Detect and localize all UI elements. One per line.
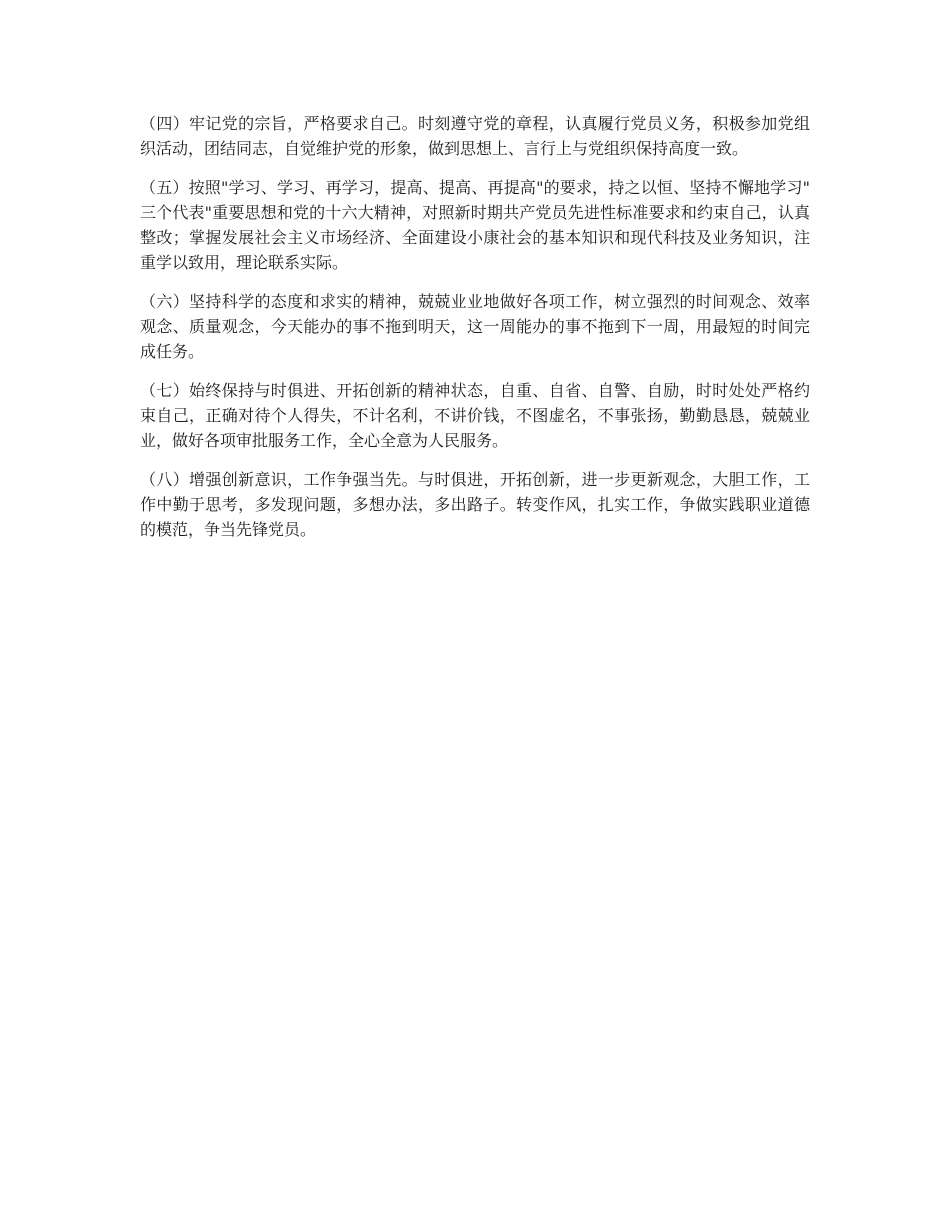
paragraph-8: （八）增强创新意识，工作争强当先。与时俱进，开拓创新，进一步更新观念，大胆工作，工作中勤于思考，多发现问题，多想办法，多出路子。转变作风，扎实工作，争做实践职业道德的模范，争当先锋党员。 (140, 470, 810, 539)
paragraph-7: （七）始终保持与时俱进、开拓创新的精神状态，自重、自省、自警、自励，时时处处严格约束自己，正确对待个人得失，不计名利，不讲价钱，不图虚名，不事张扬，勤勤恳恳，兢兢业业，做好各项审批服务工作，全心全意为人民服务。 (140, 381, 810, 450)
paragraph-6: （六）坚持科学的态度和求实的精神，兢兢业业地做好各项工作，树立强烈的时间观念、效率观念、质量观念，今天能办的事不拖到明天，这一周能办的事不拖到下一周，用最短的时间完成任务。 (140, 292, 810, 361)
document-page (140, 111, 810, 556)
paragraph-5: （五）按照"学习、学习、再学习，提高、提高、再提高"的要求，持之以恒、坚持不懈地学习"三个代表"重要思想和党的十六大精神，对照新时期共产党员先进性标准要求和约束自己，认真整改；掌握发展社会主义市场经济、全面建设小康社会的基本知识和现代科技及业务知识，注重学以致用，理论联系实际。 (140, 178, 810, 272)
paragraph-4: （四）牢记党的宗旨，严格要求自己。时刻遵守党的章程，认真履行党员义务，积极参加党组织活动，团结同志，自觉维护党的形象，做到思想上、言行上与党组织保持高度一致。 (140, 114, 810, 158)
